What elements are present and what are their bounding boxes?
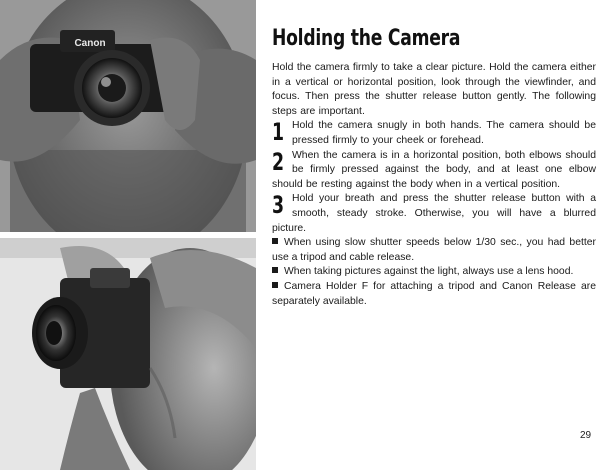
bullet-icon [272,282,278,288]
step-number: 2 [272,147,285,176]
bullet-icon [272,238,278,244]
step-text: Hold the camera snugly in both hands. The camera should be pressed firmly to your cheek or forehead. [292,120,596,146]
note-text: When taking pictures against the light, always use a lens hood. [284,266,574,278]
step-text: When the camera is in a horizontal position, both elbows should be firmly pressed against the body, and at least one elbow should be resting against the body when in a vertical position. [272,149,596,190]
intro-paragraph: Hold the camera firmly to take a clear picture. Hold the camera either in a vertical or horizontal position, look through the viewfinder, and focus. Then press the shutter release button gently. The following steps are important. [272,62,596,117]
photo-column [0,0,256,470]
step-2 [272,149,596,193]
page-title: Holding the Camera [272,26,461,51]
step-1 [272,119,596,148]
note-camera-holder [272,280,596,309]
note-slow-shutter [272,236,596,265]
page-number: 29 [580,430,592,441]
photo-horizontal-hold [0,0,256,232]
note-lens-hood [272,265,596,280]
note-text: Camera Holder F for attaching a tripod and Canon Release are separately available. [272,280,596,307]
note-text: When using slow shutter speeds below 1/30 sec., you had better use a tripod and cable release. [272,237,596,263]
step-3 [272,192,596,236]
camera-brand-logo: Canon [74,38,106,49]
step-number: 1 [272,118,285,147]
photo-vertical-hold [0,238,256,470]
bullet-icon [272,267,278,273]
instructions-column [272,26,596,309]
step-number: 3 [272,191,285,220]
step-text: Hold your breath and press the shutter release button with a smooth, steady stroke. Otherwise, you will have a blurred picture. [272,193,596,234]
